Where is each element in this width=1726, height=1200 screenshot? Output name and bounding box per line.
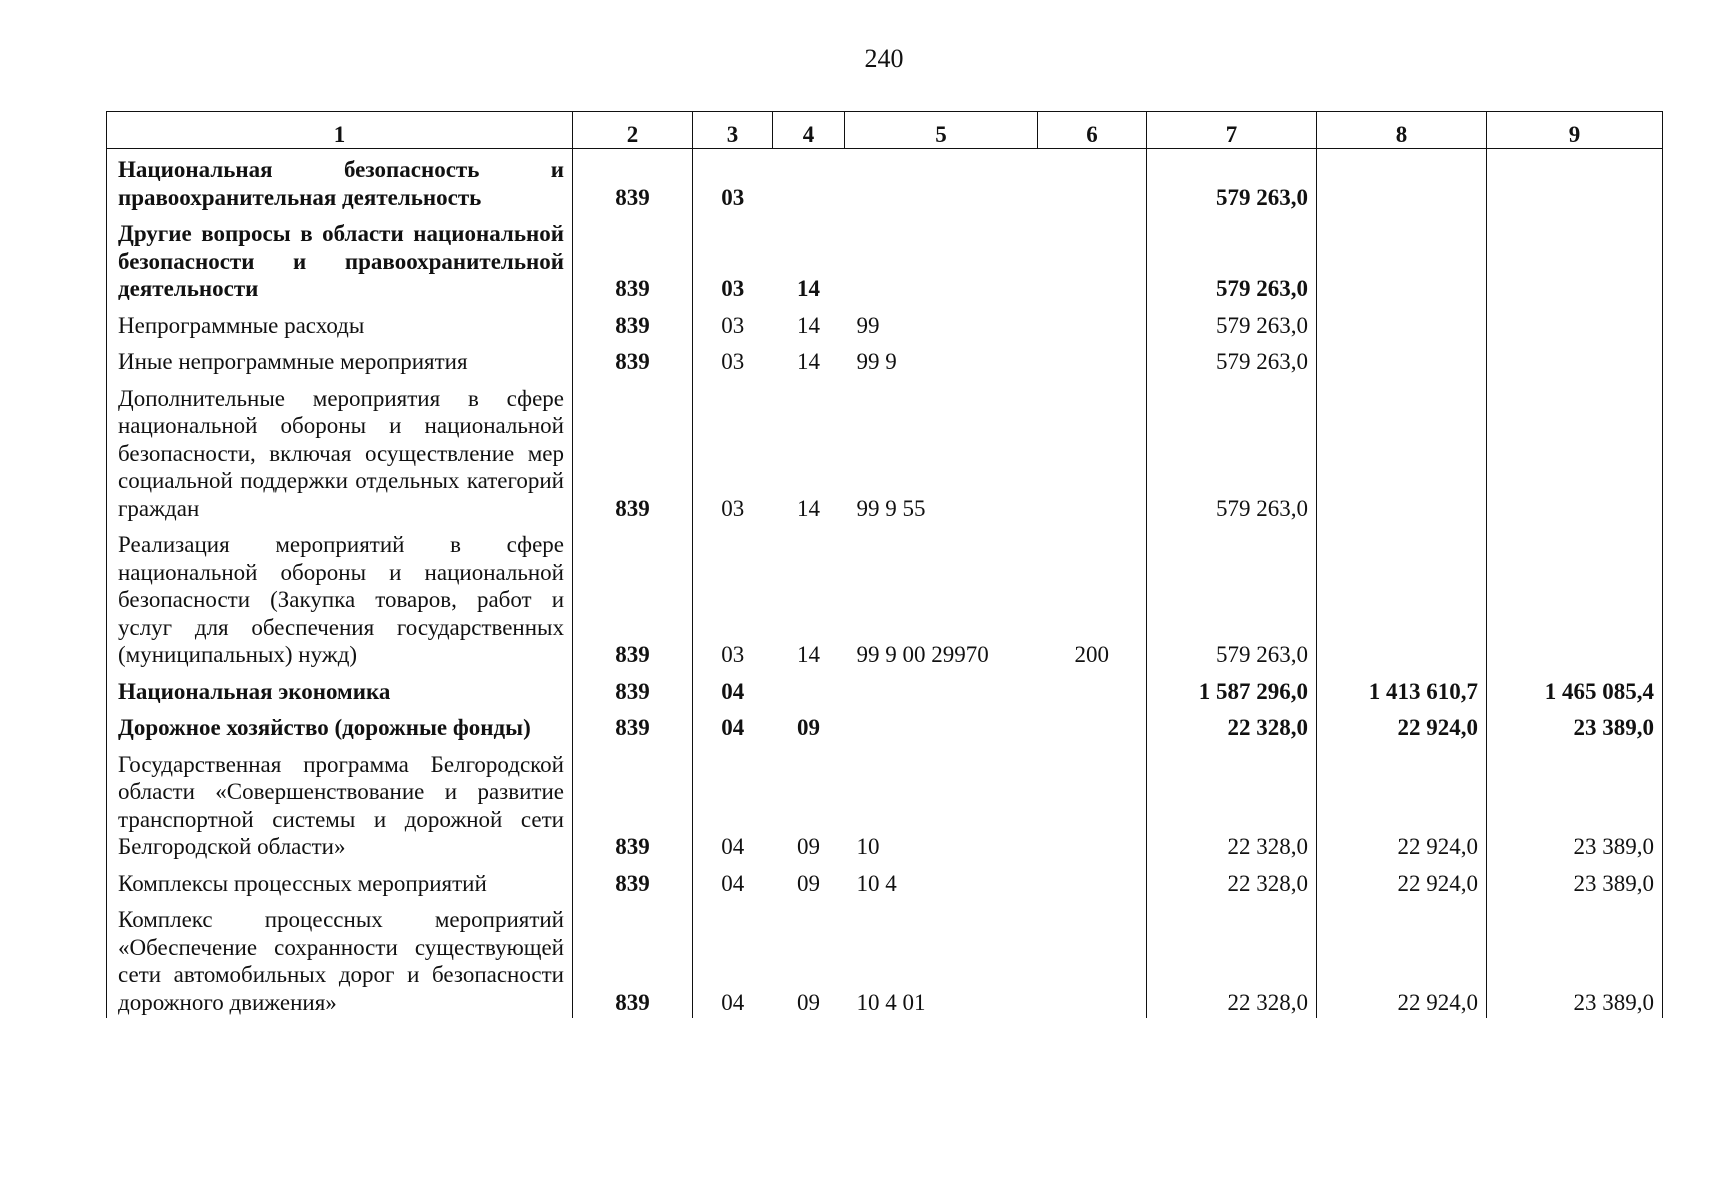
table-row: [107, 707, 1663, 744]
row-amount-year1: 22 328,0: [1147, 899, 1317, 1018]
row-subsection-code: 14: [797, 312, 820, 338]
row-expense-type: [1038, 213, 1147, 305]
row-amount-year3: [1487, 378, 1663, 525]
row-chapter-code: 839: [573, 149, 693, 214]
table-row: [107, 863, 1663, 900]
row-amount-year3: 23 389,0: [1487, 863, 1663, 900]
row-subsection-code: 14: [797, 642, 820, 667]
row-chapter-code: 839: [573, 707, 693, 744]
table-row: [107, 671, 1663, 708]
row-amount-year2: 22 924,0: [1317, 744, 1487, 863]
row-subsection-code: 14: [797, 349, 820, 374]
row-name: Государственная программа Белгородской области «Совершенствование и развитие транспортной системы и дорожной сети Белгородской области»: [107, 744, 573, 863]
row-amount-year3: 23 389,0: [1487, 707, 1663, 744]
row-amount-year3: [1487, 341, 1663, 378]
row-amount-year1: 1 587 296,0: [1147, 671, 1317, 708]
row-amount-year1: 579 263,0: [1147, 378, 1317, 525]
row-target-article: 10 4: [856, 870, 897, 896]
table-body: [107, 149, 1663, 1019]
row-amount-year3: 23 389,0: [1487, 744, 1663, 863]
row-amount-year1: 579 263,0: [1147, 524, 1317, 671]
header-col-8: 8: [1317, 112, 1487, 149]
row-subsection-code: 14: [797, 495, 820, 521]
table-row: [107, 305, 1663, 342]
row-target-article: 99 9 55: [856, 495, 926, 521]
row-section-code: 03: [693, 524, 773, 671]
table-row: [107, 341, 1663, 378]
row-amount-year2: 22 924,0: [1317, 707, 1487, 744]
row-subsection-code: 14: [797, 276, 820, 301]
row-section-code: 04: [693, 863, 773, 900]
row-section-code: 04: [693, 707, 773, 744]
table-row: [107, 524, 1663, 671]
row-amount-year3: [1487, 524, 1663, 671]
row-amount-year3: [1487, 213, 1663, 305]
row-expense-type: [1038, 341, 1147, 378]
row-amount-year2: [1317, 213, 1487, 305]
row-expense-type: [1038, 305, 1147, 342]
row-amount-year3: [1487, 305, 1663, 342]
row-amount-year1: 579 263,0: [1147, 341, 1317, 378]
header-col-9: 9: [1487, 112, 1663, 149]
row-name: Другие вопросы в области национальной безопасности и правоохранительной деятельности: [107, 213, 573, 305]
row-chapter-code: 839: [573, 378, 693, 525]
row-target-article: 99 9: [856, 349, 897, 374]
header-col-1: 1: [107, 112, 573, 149]
row-section-code: 03: [693, 149, 773, 214]
row-chapter-code: 839: [573, 213, 693, 305]
row-expense-type: 200: [1038, 524, 1147, 671]
header-col-5: 5: [845, 112, 1038, 149]
row-amount-year2: [1317, 149, 1487, 214]
header-col-3: 3: [693, 112, 773, 149]
row-subsection-code: 09: [797, 715, 820, 740]
header-col-7: 7: [1147, 112, 1317, 149]
row-section-code: 04: [693, 671, 773, 708]
row-section-code: 03: [693, 213, 773, 305]
table-row: [107, 378, 1663, 525]
row-amount-year2: 1 413 610,7: [1317, 671, 1487, 708]
row-name: Реализация мероприятий в сфере национальной обороны и национальной безопасности (Закупка товаров, работ и услуг для обеспечения государственных (муниципальных) нужд): [107, 524, 573, 671]
row-amount-year3: 1 465 085,4: [1487, 671, 1663, 708]
row-amount-year1: 579 263,0: [1147, 213, 1317, 305]
row-name: Дополнительные мероприятия в сфере национальной обороны и национальной безопасности, включая осуществление мер социальной поддержки отдельных категорий граждан: [107, 378, 573, 525]
row-subsection-code: 09: [797, 870, 820, 896]
row-target-article: [845, 671, 1038, 708]
row-section-code: 04: [693, 744, 773, 863]
row-amount-year3: [1487, 149, 1663, 214]
table-row: [107, 899, 1663, 1018]
row-expense-type: [1038, 863, 1147, 900]
row-section-code: 03: [693, 341, 773, 378]
table-row: [107, 149, 1663, 214]
row-target-article: 10 4 01: [856, 989, 926, 1015]
row-name: Комплексы процессных мероприятий: [107, 863, 573, 900]
row-chapter-code: 839: [573, 341, 693, 378]
row-subsection-code: [773, 671, 845, 708]
row-amount-year2: [1317, 305, 1487, 342]
row-name: Дорожное хозяйство (дорожные фонды): [107, 707, 573, 744]
row-name: Иные непрограммные мероприятия: [107, 341, 573, 378]
budget-table: [106, 111, 1663, 1018]
row-chapter-code: 839: [573, 744, 693, 863]
row-subsection-code: 09: [797, 834, 820, 859]
row-amount-year1: 579 263,0: [1147, 305, 1317, 342]
row-expense-type: [1038, 378, 1147, 525]
row-amount-year3: 23 389,0: [1487, 899, 1663, 1018]
row-name: Непрограммные расходы: [107, 305, 573, 342]
row-amount-year2: [1317, 524, 1487, 671]
row-name: Национальная безопасность и правоохранительная деятельность: [107, 149, 573, 214]
row-name: Комплекс процессных мероприятий «Обеспечение сохранности существующей сети автомобильных дорог и безопасности дорожного движения»: [107, 899, 573, 1018]
row-target-article: [845, 707, 1038, 744]
row-target-article: 99 9 00 29970: [856, 642, 989, 667]
row-section-code: 04: [693, 899, 773, 1018]
row-expense-type: [1038, 149, 1147, 214]
row-amount-year2: 22 924,0: [1317, 863, 1487, 900]
row-target-article: 10: [856, 834, 880, 859]
row-chapter-code: 839: [573, 671, 693, 708]
header-col-2: 2: [573, 112, 693, 149]
row-expense-type: [1038, 899, 1147, 1018]
row-amount-year1: 579 263,0: [1147, 149, 1317, 214]
row-target-article: [845, 213, 1038, 305]
row-amount-year2: 22 924,0: [1317, 899, 1487, 1018]
header-col-4: 4: [773, 112, 845, 149]
header-col-6: 6: [1038, 112, 1147, 149]
row-amount-year1: 22 328,0: [1147, 863, 1317, 900]
row-target-article: [845, 149, 1038, 214]
row-target-article: 99: [856, 312, 880, 338]
row-expense-type: [1038, 744, 1147, 863]
row-amount-year1: 22 328,0: [1147, 744, 1317, 863]
row-amount-year1: 22 328,0: [1147, 707, 1317, 744]
table-row: [107, 213, 1663, 305]
row-expense-type: [1038, 707, 1147, 744]
row-subsection-code: [773, 149, 845, 214]
table-row: [107, 744, 1663, 863]
row-chapter-code: 839: [573, 524, 693, 671]
row-chapter-code: 839: [573, 899, 693, 1018]
row-amount-year2: [1317, 341, 1487, 378]
row-subsection-code: 09: [797, 989, 820, 1015]
row-name: Национальная экономика: [107, 671, 573, 708]
row-chapter-code: 839: [573, 863, 693, 900]
row-section-code: 03: [693, 305, 773, 342]
header-row: [107, 112, 1663, 149]
row-chapter-code: 839: [573, 305, 693, 342]
page-number: 240: [864, 44, 904, 73]
row-expense-type: [1038, 671, 1147, 708]
row-section-code: 03: [693, 378, 773, 525]
row-amount-year2: [1317, 378, 1487, 525]
